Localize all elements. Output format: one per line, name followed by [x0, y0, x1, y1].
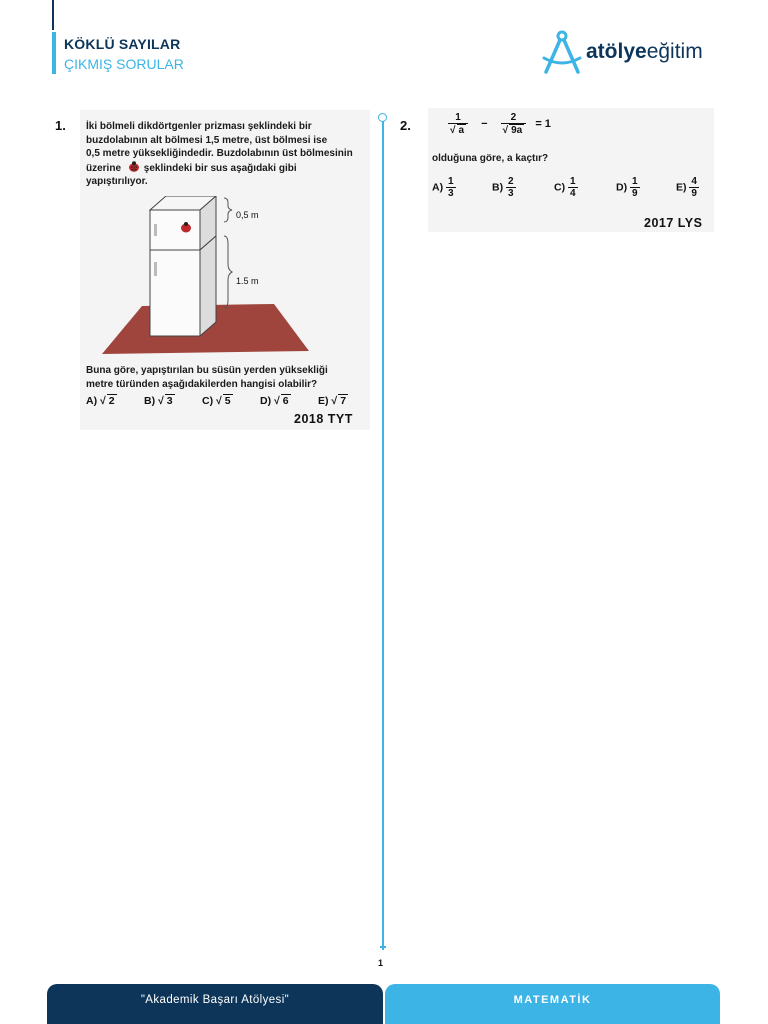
column-divider	[382, 118, 384, 950]
brand-logo-bold: atölye	[586, 40, 647, 63]
q2-option-e[interactable]: E) $\frac{4}{9}$	[676, 176, 697, 199]
q2-option-a[interactable]: A) $\frac{1}{3}$	[432, 176, 454, 199]
q1-line-4a: üzerine	[86, 162, 122, 174]
q2-options	[432, 176, 714, 204]
q1-line-3: 0,5 metre yüksekliğindedir. Buzdolabının üst bölmesinin	[86, 148, 353, 159]
divider-dot	[378, 113, 387, 122]
q1-option-a[interactable]: A) √ 2	[86, 395, 115, 407]
q1-text	[86, 120, 370, 189]
q2-eq-frac-2: $\frac{2}{√ 9a}$	[501, 112, 527, 136]
q1-option-c[interactable]: C) √ 5	[202, 395, 231, 407]
q2-option-c[interactable]: C) $\frac{1}{4}$	[554, 176, 576, 199]
q2-option-b[interactable]: B) $\frac{2}{3}$	[492, 176, 514, 199]
page-title: KÖKLÜ SAYILAR	[64, 36, 181, 52]
q1-year: 2018 TYT	[294, 412, 353, 426]
q1-option-e[interactable]: E) √ 7	[318, 395, 347, 407]
q1-option-b[interactable]: B) √ 3	[144, 395, 173, 407]
q2-number: 2.	[400, 118, 411, 133]
q2-eq-minus: −	[481, 117, 488, 130]
q1-options	[86, 394, 370, 410]
q1-question	[86, 364, 370, 391]
q1-line-1: İki bölmeli dikdörtgenler prizması şeklindeki bir	[86, 121, 312, 132]
compass-logo-icon	[540, 30, 584, 76]
header-accent-bar	[52, 32, 56, 74]
page-subtitle: ÇIKMIŞ SORULAR	[64, 56, 184, 72]
q2-box	[428, 108, 714, 232]
header-top-line	[52, 0, 54, 30]
footer-subject: MATEMATİK	[513, 994, 592, 1006]
fridge-figure	[84, 196, 370, 356]
q1-line-5: yapıştırılıyor.	[86, 176, 148, 187]
brand-logo-light: eğitim	[646, 40, 703, 63]
q2-eq-rhs: = 1	[535, 117, 551, 130]
q1-number: 1.	[55, 118, 66, 133]
q1-line-4b: şeklindeki bir sus aşağıdaki gibi	[143, 162, 297, 174]
brand-logo	[586, 40, 703, 64]
fig-label-bottom: 1.5 m	[236, 276, 259, 286]
q2-equation	[448, 112, 551, 136]
q1-question-line-1: Buna göre, yapıştırılan bu süsün yerden yüksekliği	[86, 365, 328, 376]
ladybug-icon	[128, 161, 140, 172]
q2-eq-frac-1: $\frac{1}{√ a}$	[448, 112, 468, 136]
page-number: 1	[378, 958, 384, 968]
q1-line-2: buzdolabının alt bölmesi 1,5 metre, üst bölmesi ise	[86, 134, 328, 146]
divider-end	[380, 946, 386, 948]
q1-box	[80, 110, 370, 430]
q2-question: olduğuna göre, a kaçtır?	[432, 153, 549, 164]
footer-slogan: "Akademik Başarı Atölyesi"	[140, 994, 290, 1006]
q2-year: 2017 LYS	[644, 216, 703, 230]
fig-label-top: 0,5 m	[236, 210, 259, 220]
q1-question-line-2: metre türünden aşağıdakilerden hangisi olabilir?	[86, 378, 318, 390]
q1-option-d[interactable]: D) √ 6	[260, 395, 289, 407]
q2-option-d[interactable]: D) $\frac{1}{9}$	[616, 176, 638, 199]
